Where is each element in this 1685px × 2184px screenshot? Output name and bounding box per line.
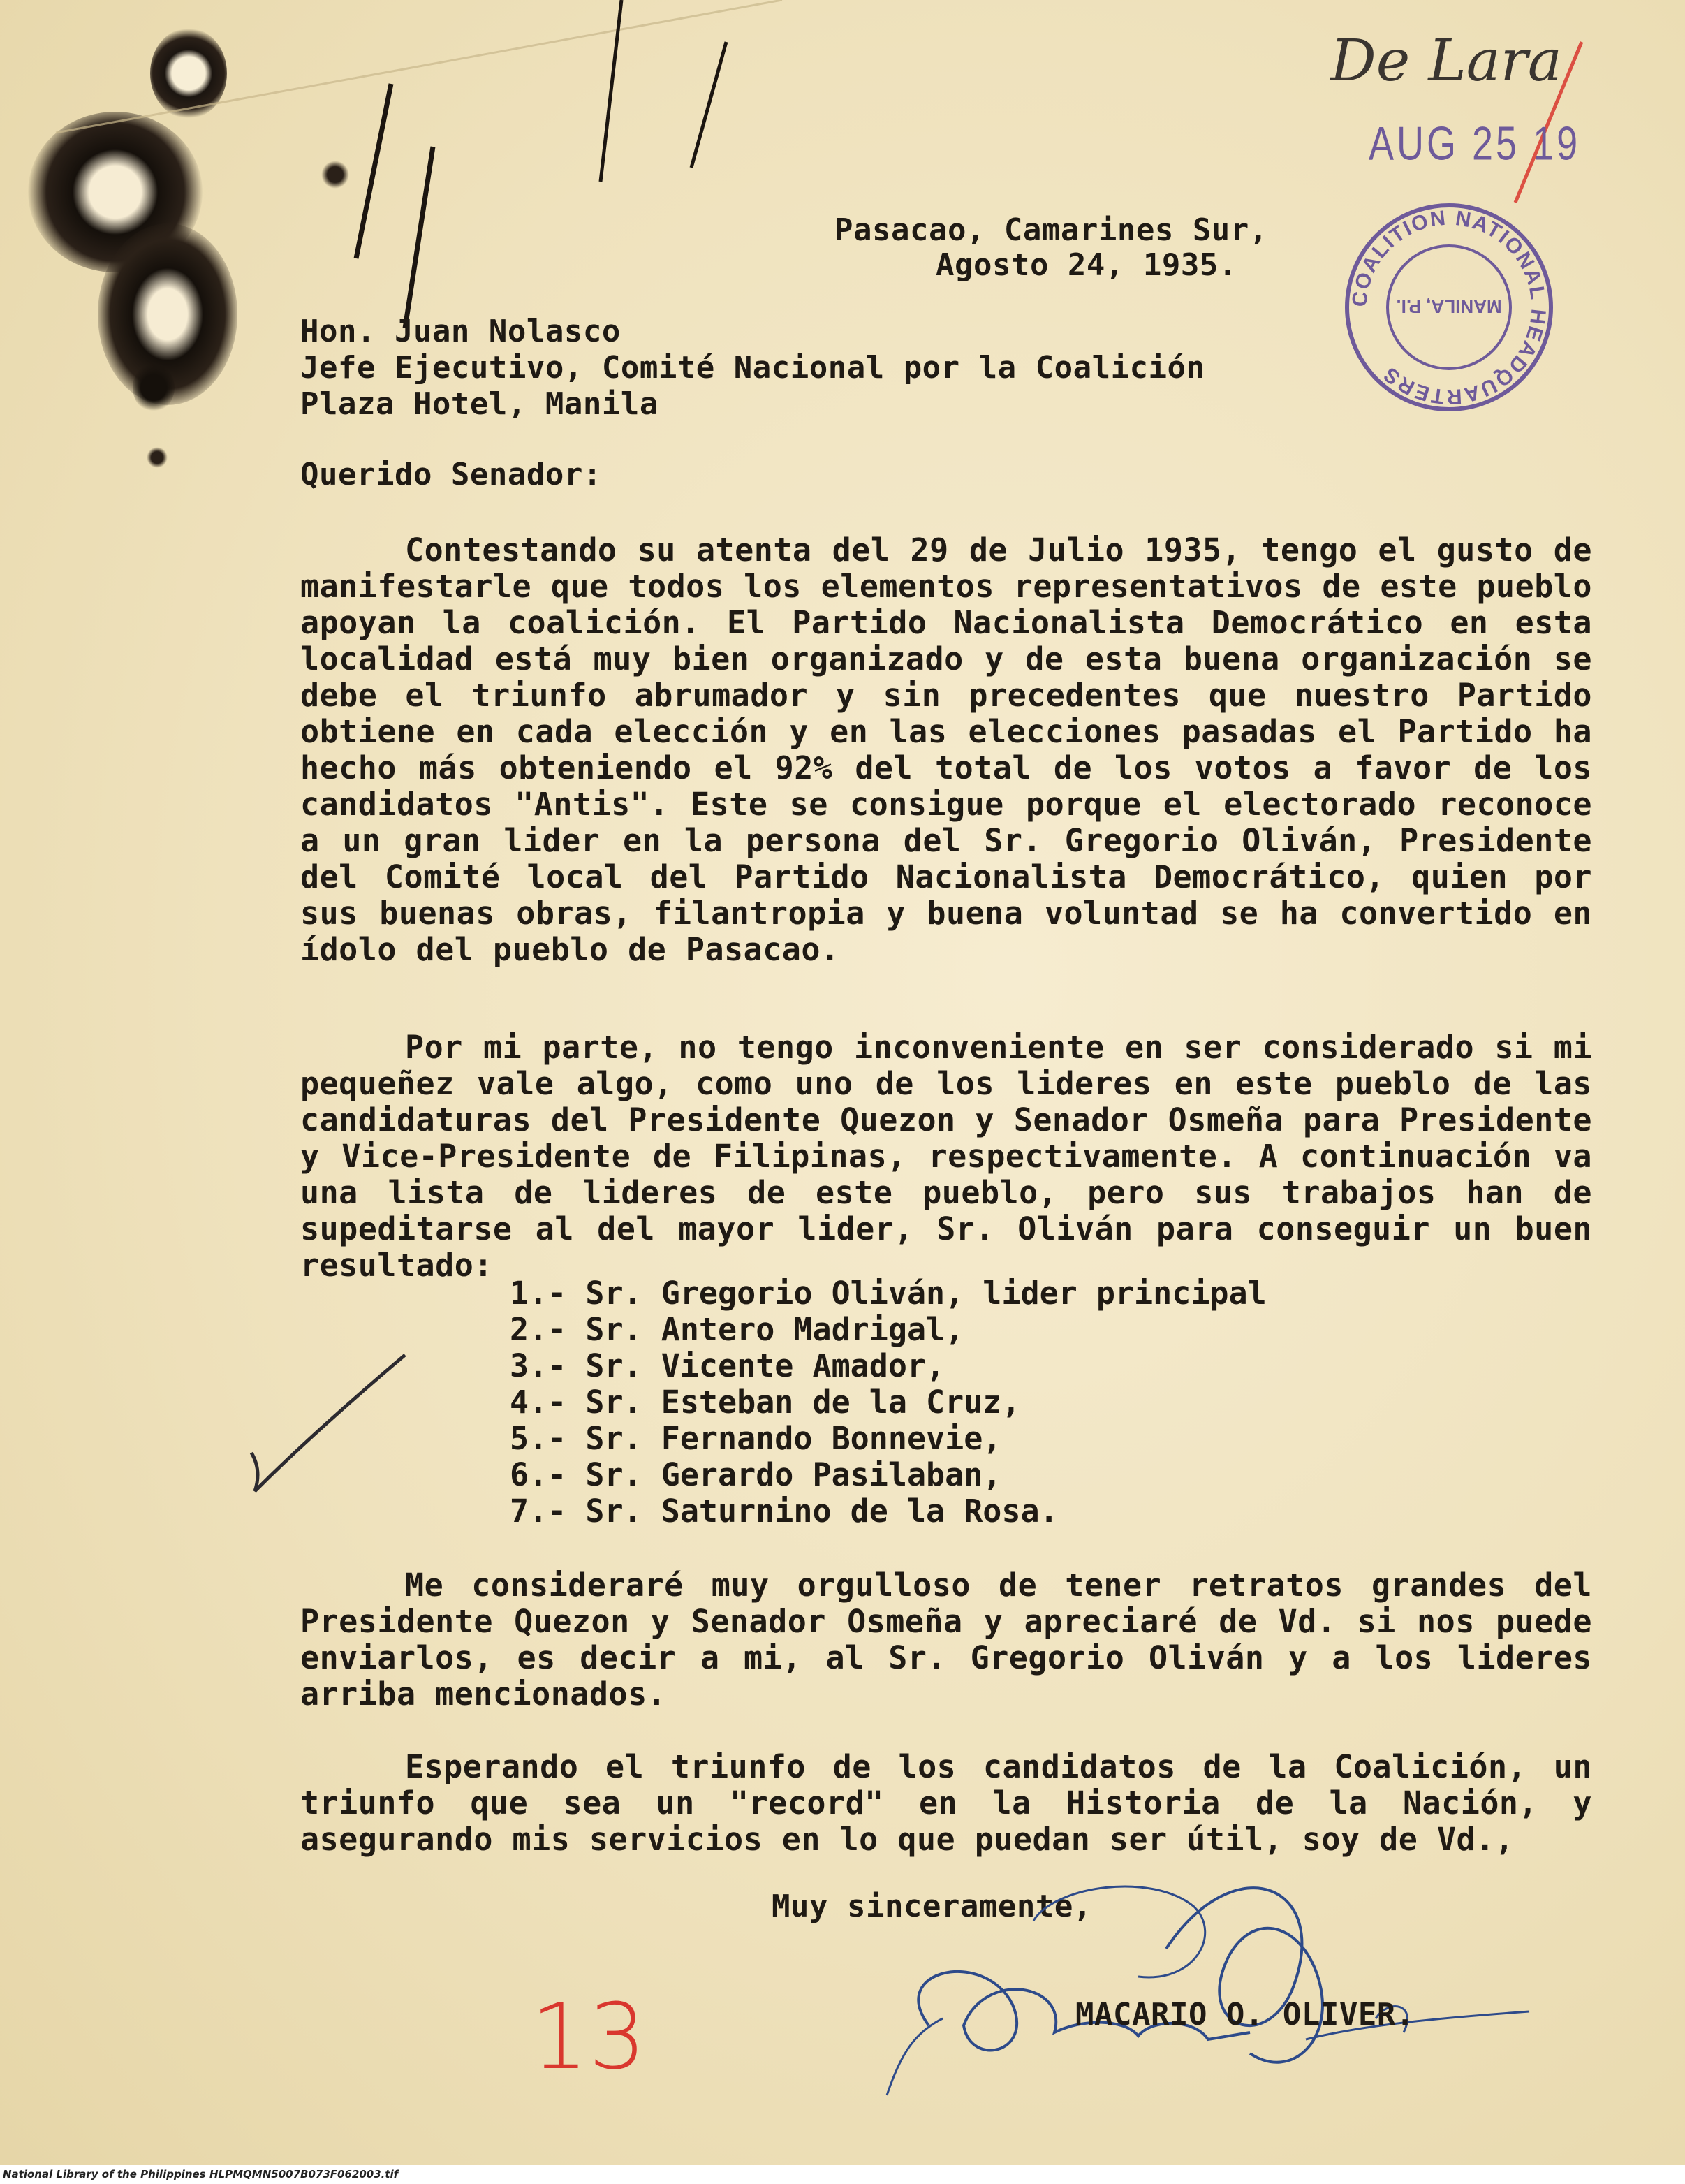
paragraph-2-block: [300, 1029, 1592, 1284]
list-item: 3.- Sr. Vicente Amador,: [510, 1347, 945, 1384]
seal-inner-text: MANILA, P.I.: [1396, 296, 1502, 317]
received-stamp: AUG 25 19: [1369, 117, 1581, 170]
list-item: 7.- Sr. Saturnino de la Rosa.: [510, 1493, 1059, 1530]
signature: [803, 1844, 1641, 2109]
paragraph-2: Por mi parte, no tengo inconveniente en ser considerado si mi pequeñez vale algo, como uno de los lideres en este pueblo de las candidaturas del Presidente Quezon y Senador Osmeña para Presidente y Vice-Presidente de Filipinas, respectivamente. A continuación va una lista de lideres de este pueblo, pero sus trabajos han de supeditarse al del mayor lider, Sr. Oliván para conseguir un buen resultado:: [300, 1029, 1592, 1284]
paragraph-3-block: [300, 1567, 1592, 1713]
recipient-address: Plaza Hotel, Manila: [300, 386, 658, 422]
salutation: Querido Senador:: [300, 457, 602, 492]
recipient-name: Hon. Juan Nolasco: [300, 314, 621, 349]
file-id: HLPMQMN5007B073F062003.tif: [209, 2168, 399, 2181]
list-item: 6.- Sr. Gerardo Pasilaban,: [510, 1456, 1002, 1493]
paragraph-4: Esperando el triunfo de los candidatos de la Coalición, un triunfo que sea un "record" en la Historia de la Nación, y asegurando mis servicios en lo que puedan ser útil, soy de Vd.,: [300, 1748, 1592, 1858]
closing: Muy sinceramente,: [772, 1889, 1092, 1924]
list-item: 2.- Sr. Antero Madrigal,: [510, 1311, 964, 1348]
signatory-name: MACARIO O. OLIVER.: [1075, 1997, 1415, 2032]
page-number: 13: [531, 1984, 647, 2090]
library-credit: National Library of the Philippines: [3, 2168, 206, 2181]
paragraph-1-block: [300, 532, 1592, 968]
paragraph-3: Me consideraré muy orgulloso de tener retratos grandes del Presidente Quezon y Senador Osmeña y apreciaré de Vd. si nos puede enviarlos, es decir a mi, al Sr. Gregorio Oliván y a los lideres arriba mencionados.: [300, 1567, 1592, 1713]
check-mark-icon: [237, 1348, 419, 1502]
coalition-seal: [1341, 199, 1557, 416]
list-item: 5.- Sr. Fernando Bonnevie,: [510, 1420, 1002, 1457]
handwritten-name: De Lara: [1330, 28, 1562, 94]
list-item: 4.- Sr. Esteban de la Cruz,: [510, 1384, 1021, 1421]
paragraph-1: Contestando su atenta del 29 de Julio 1935, tengo el gusto de manifestarle que todos los elementos representativos de este pueblo apoyan la coalición. El Partido Nacionalista Democrático en esta localidad está muy bien organizado y de esta buena organización se debe el triunfo abrumador y sin precedentes que nuestro Partido obtiene en cada elección y en las elecciones pasadas el Partido ha hecho más obteniendo el 92% del total de los votos a favor de los candidatos "Antis". Este se consigue porque el electorado reconoce a un gran lider en la persona del Sr. Gregorio Oliván, Presidente del Comité local del Partido Nacionalista Democrático, quien por sus buenas obras, filantropia y buena voluntad se ha convertido en ídolo del pueblo de Pasacao.: [300, 532, 1592, 968]
seal-outer-text: COALITION NATIONAL HEADQUARTERS: [1348, 206, 1550, 409]
letter-place: Pasacao, Camarines Sur,: [834, 212, 1268, 248]
archive-footer: [0, 2165, 1685, 2184]
list-item: 1.- Sr. Gregorio Oliván, lider principal: [510, 1275, 1267, 1312]
paragraph-4-block: [300, 1749, 1592, 1858]
letter-date: Agosto 24, 1935.: [936, 247, 1237, 283]
recipient-title: Jefe Ejecutivo, Comité Nacional por la Coalición: [300, 350, 1205, 386]
leaders-list: [510, 1275, 1267, 1530]
